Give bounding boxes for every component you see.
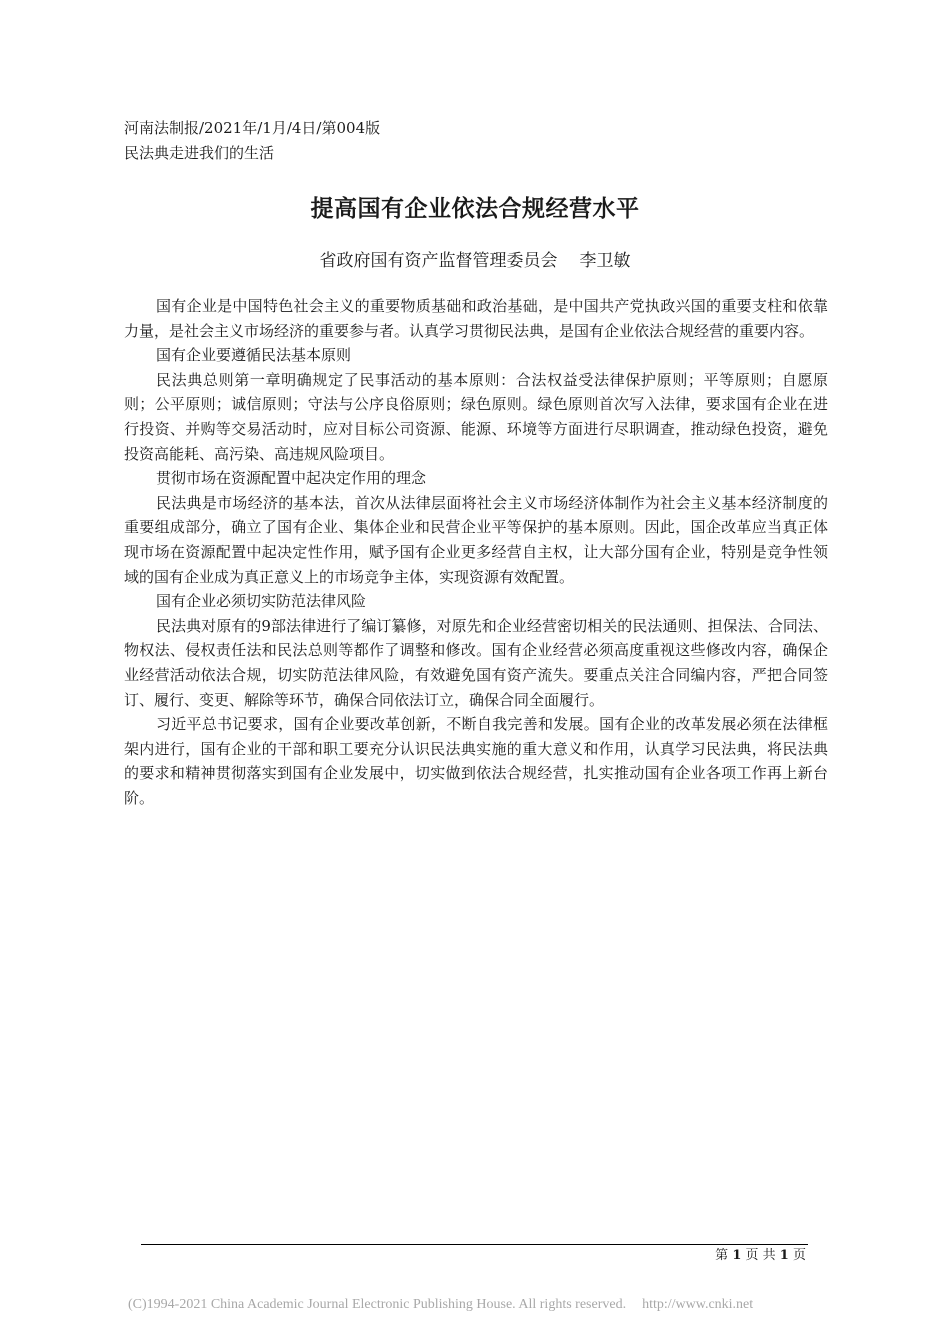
article-title: 提高国有企业依法合规经营水平 [310,196,640,222]
article-body [124,294,828,810]
paragraph: 民法典是市场经济的基本法，首次从法律层面将社会主义市场经济体制作为社会主义基本经济制度的重要组成部分，确立了国有企业、集体企业和民营企业平等保护的基本原则。因此，国企改革应当真正体现市场在资源配置中起决定性作用，赋予国有企业更多经营自主权，让大部分国有企业，特别是竞争性领域的国有企业成为真正意义上的市场竞争主体，实现资源有效配置。 [124,493,828,586]
copyright-text: (C)1994-2021 China Academic Journal Electronic Publishing House. All rights reserved. [128,1297,627,1312]
page-number: 第 1 页 共 1 页 [715,1248,806,1263]
section-heading: 国有企业要遵循民法基本原则 [156,346,352,365]
section-heading: 贯彻市场在资源配置中起决定作用的理念 [156,469,427,488]
paragraph: 习近平总书记要求，国有企业要改革创新，不断自我完善和发展。国有企业的改革发展必须在法律框架内进行，国有企业的干部和职工要充分认识民法典实施的重大意义和作用，认真学习民法典，将民法典的要求和精神贯彻落实到国有企业发展中，切实做到依法合规经营，扎实推动国有企业各项工作再上新台阶。 [124,715,828,807]
author-name: 李卫敏 [579,251,631,271]
column-name: 民法典走进我们的生活 [124,144,275,162]
paragraph: 民法典对原有的9部法律进行了编订纂修，对原先和企业经营密切相关的民法通则、担保法、合同法、物权法、侵权责任法和民法总则等都作了调整和修改。国有企业经营必须高度重视这些修改内容，确保企业经营活动依法合规，切实防范法律风险，有效避免国有资产流失。要重点关注合同编内容，严把合同签订、履行、变更、解除等环节，确保合同依法订立，确保合同全面履行。 [124,616,828,709]
article-byline [0,246,950,271]
copyright-notice [128,1297,808,1313]
section-heading: 国有企业必须切实防范法律风险 [156,592,367,611]
current-page: 1 [732,1248,742,1263]
source-url: http://www.cnki.net [642,1297,754,1312]
footer-divider [141,1244,808,1245]
source-line: 河南法制报/2021年/1月/4日/第004版 [124,119,381,137]
paragraph: 民法典总则第一章明确规定了民事活动的基本原则：合法权益受法律保护原则；平等原则；自愿原则；公平原则；诚信原则；守法与公序良俗原则；绿色原则。绿色原则首次写入法律，要求国有企业在进行投资、并购等交易活动时，应对目标公司资源、能源、环境等方面进行尽职调查，推动绿色投资，避免投资高能耗、高污染、高违规风险项目。 [124,370,828,463]
author-organization: 省政府国有资产监督管理委员会 [319,251,558,271]
total-pages: 1 [779,1248,789,1263]
paragraph: 国有企业是中国特色社会主义的重要物质基础和政治基础，是中国共产党执政兴国的重要支柱和依靠力量，是社会主义市场经济的重要参与者。认真学习贯彻民法典，是国有企业依法合规经营的重要内容。 [124,297,828,340]
